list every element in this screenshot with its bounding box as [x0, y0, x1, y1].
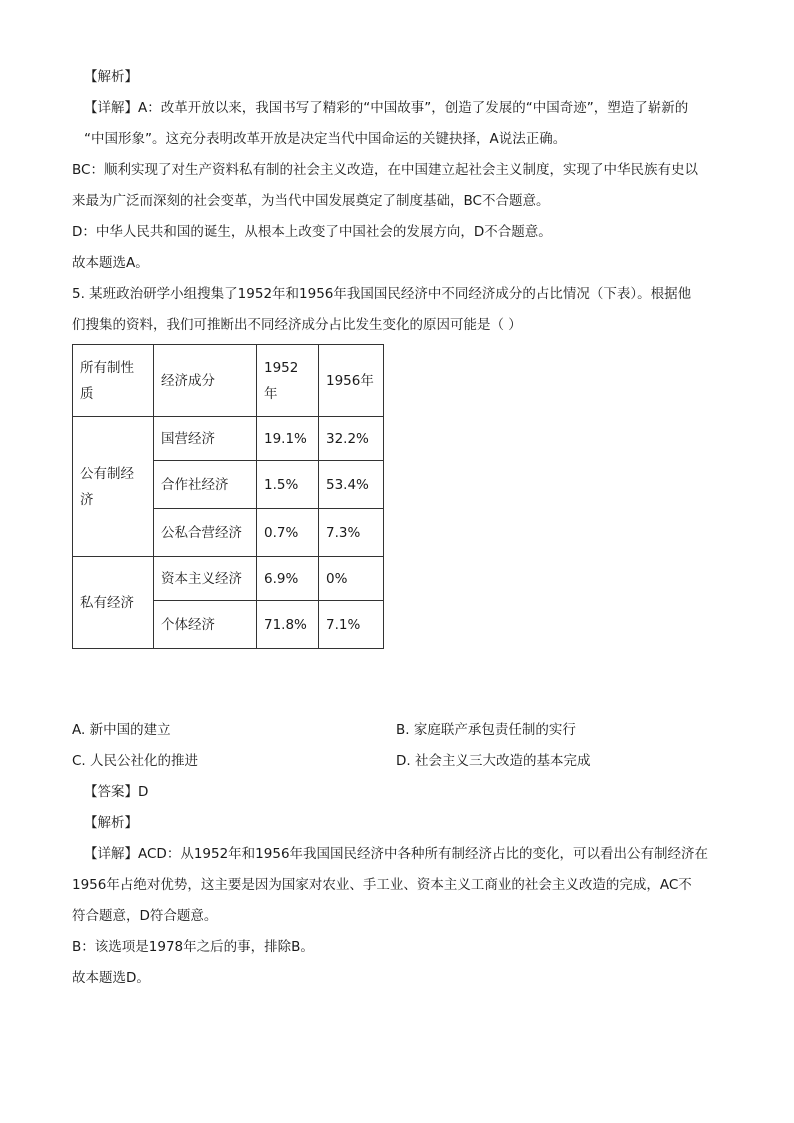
table-header-row: [73, 345, 384, 417]
table-cell: 32.2%: [319, 417, 384, 461]
economy-table: [72, 344, 384, 649]
table-cell: 0.7%: [257, 509, 319, 557]
conclusion-line-2: 故本题选D。: [72, 970, 150, 986]
table-row: [73, 557, 384, 601]
option-d: D. 社会主义三大改造的基本完成: [396, 753, 591, 769]
option-b: B. 家庭联产承包责任制的实行: [396, 722, 576, 738]
header-1952: 1952年: [257, 345, 319, 417]
conclusion-line: 故本题选A。: [72, 255, 149, 271]
table-cell: 公私合营经济: [154, 509, 257, 557]
option-c: C. 人民公社化的推进: [72, 753, 199, 769]
bc-line-2: 来最为广泛而深刻的社会变革，为当代中国发展奠定了制度基础，BC不合题意。: [72, 193, 550, 209]
table-cell: 合作社经济: [154, 461, 257, 509]
header-component: 经济成分: [154, 345, 257, 417]
group-public: 公有制经济: [73, 417, 154, 557]
document-page: [72, 62, 732, 994]
table-cell: 7.1%: [319, 601, 384, 649]
table-cell: 7.3%: [319, 509, 384, 557]
table-cell: 国营经济: [154, 417, 257, 461]
detail-line-1: 【详解】A：改革开放以来，我国书写了精彩的“中国故事”，创造了发展的“中国奇迹”，塑造了崭新的: [84, 100, 689, 116]
table-cell: 1.5%: [257, 461, 319, 509]
question-5-line-1: 5. 某班政治研学小组搜集了1952年和1956年我国国民经济中不同经济成分的占比情况（下表）。根据他: [72, 286, 692, 302]
detail-acd-line-1: 【详解】ACD：从1952年和1956年我国国民经济中各种所有制经济占比的变化，可以看出公有制经济在: [84, 846, 709, 862]
answer-options: [72, 715, 732, 777]
analysis-heading: 【解析】: [84, 69, 138, 85]
table-cell: 71.8%: [257, 601, 319, 649]
bc-line-1: BC：顺利实现了对生产资料私有制的社会主义改造，在中国建立起社会主义制度，实现了中华民族有史以: [72, 162, 698, 178]
table-cell: 19.1%: [257, 417, 319, 461]
analysis-heading-2: 【解析】: [84, 815, 138, 831]
table-cell: 0%: [319, 557, 384, 601]
b-line: B：该选项是1978年之后的事，排除B。: [72, 939, 314, 955]
table-cell: 53.4%: [319, 461, 384, 509]
detail-acd-line-2: 1956年占绝对优势，这主要是因为国家对农业、手工业、资本主义工商业的社会主义改造的完成，AC不: [72, 877, 692, 893]
question-5-line-2: 们搜集的资料，我们可推断出不同经济成分占比发生变化的原因可能是（ ）: [72, 317, 522, 333]
header-ownership: 所有制性质: [73, 345, 154, 417]
detail-line-2: “中国形象”。这充分表明改革开放是决定当代中国命运的关键抉择，A说法正确。: [84, 131, 567, 147]
d-line: D：中华人民共和国的诞生，从根本上改变了中国社会的发展方向，D不合题意。: [72, 224, 552, 240]
table-cell: 资本主义经济: [154, 557, 257, 601]
table-cell: 个体经济: [154, 601, 257, 649]
detail-acd-line-3: 符合题意，D符合题意。: [72, 908, 218, 924]
table-cell: 6.9%: [257, 557, 319, 601]
header-1956: 1956年: [319, 345, 384, 417]
answer-line: 【答案】D: [84, 784, 149, 800]
table-row: [73, 417, 384, 461]
group-private: 私有经济: [73, 557, 154, 649]
option-a: A. 新中国的建立: [72, 722, 171, 738]
